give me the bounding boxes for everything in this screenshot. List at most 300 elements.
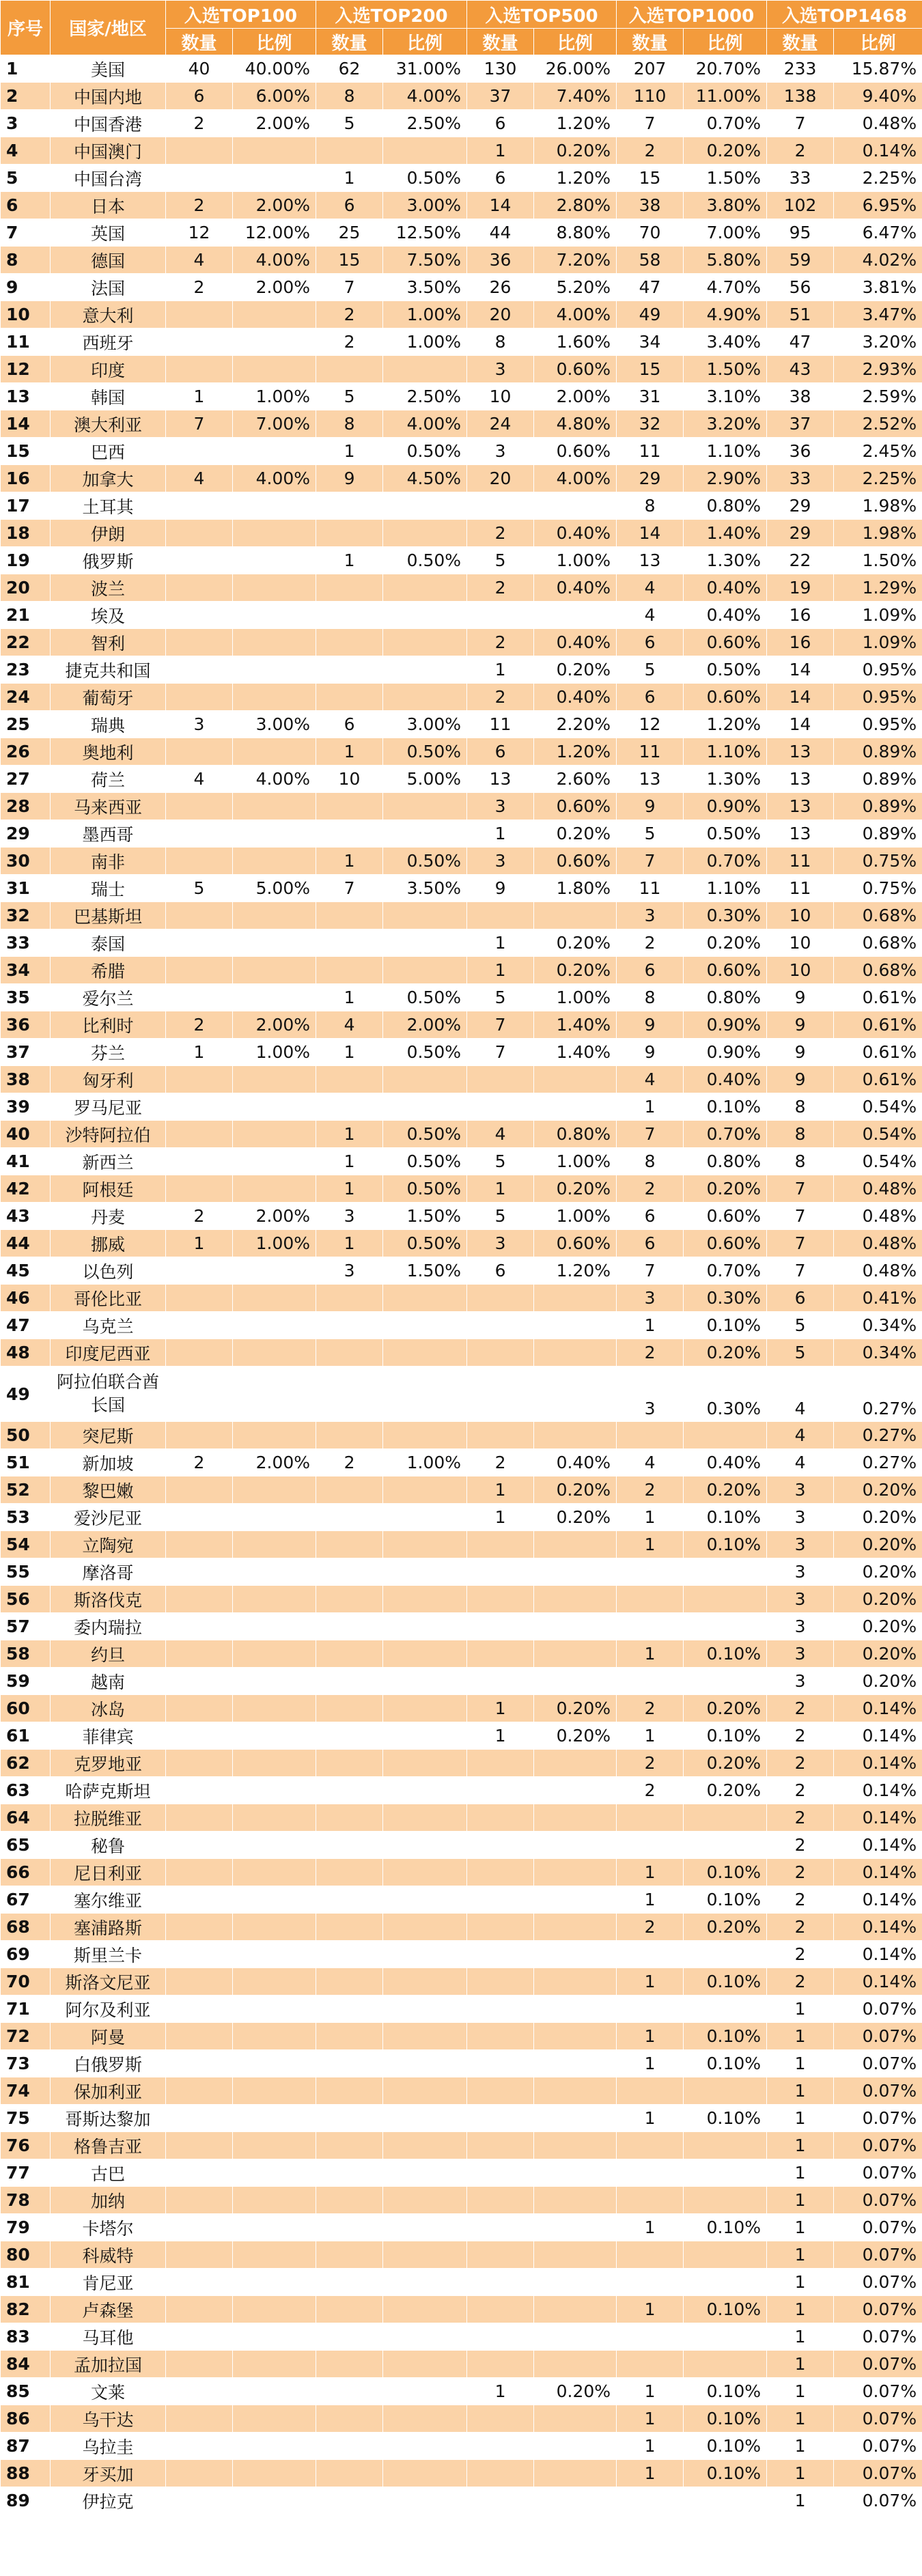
top500-ratio-cell: 0.60% (534, 793, 617, 820)
top1000-count-cell (617, 2132, 684, 2159)
top200-count-cell (316, 629, 383, 656)
country-cell: 尼日利亚 (51, 1859, 166, 1886)
table-row (1, 1804, 922, 1832)
top100-ratio-cell (233, 1859, 316, 1886)
seq-cell: 64 (1, 1804, 51, 1832)
top200-ratio-cell (383, 929, 467, 957)
top500-count-cell (467, 492, 534, 520)
top200-ratio-cell (383, 1422, 467, 1449)
top100-ratio-cell (233, 629, 316, 656)
top200-count-cell (316, 1339, 383, 1367)
top500-count-cell: 36 (467, 247, 534, 274)
top100-count-cell (166, 1722, 233, 1750)
top200-count-cell: 1 (316, 1039, 383, 1066)
seq-cell: 38 (1, 1066, 51, 1093)
top1000-ratio-cell: 3.80% (684, 192, 767, 219)
top100-ratio-cell (233, 2241, 316, 2269)
top500-count-cell: 5 (467, 1203, 534, 1230)
top1000-count-cell: 32 (617, 410, 684, 438)
top200-count-cell: 7 (316, 875, 383, 902)
table-row (1, 1914, 922, 1941)
top200-count-cell (316, 2023, 383, 2050)
top200-count-cell (316, 656, 383, 684)
top1000-ratio-cell (684, 1422, 767, 1449)
header-count: 数量 (467, 29, 534, 55)
country-cell: 科威特 (51, 2241, 166, 2269)
top200-ratio-cell (383, 2378, 467, 2405)
top500-ratio-cell: 4.00% (534, 301, 617, 328)
top1000-count-cell (617, 2159, 684, 2187)
top200-ratio-cell: 12.50% (383, 219, 467, 247)
table-row (1, 1996, 922, 2023)
top500-ratio-cell: 1.00% (534, 984, 617, 1011)
top500-ratio-cell: 1.40% (534, 1011, 617, 1039)
top200-ratio-cell (383, 574, 467, 602)
top1468-ratio-cell: 2.25% (834, 165, 922, 192)
table-row (1, 1722, 922, 1750)
top1000-ratio-cell: 3.20% (684, 410, 767, 438)
table-row (1, 137, 922, 165)
top1468-count-cell: 2 (767, 1832, 834, 1859)
country-cell: 牙买加 (51, 2460, 166, 2487)
seq-cell: 56 (1, 1586, 51, 1613)
table-row (1, 1066, 922, 1093)
table-row (1, 1257, 922, 1285)
seq-cell: 31 (1, 875, 51, 902)
top500-ratio-cell: 2.20% (534, 711, 617, 738)
top1468-count-cell: 9 (767, 1066, 834, 1093)
top500-count-cell (467, 1859, 534, 1886)
top1000-ratio-cell: 0.10% (684, 1722, 767, 1750)
table-row (1, 2159, 922, 2187)
top500-ratio-cell: 0.20% (534, 137, 617, 165)
top100-count-cell (166, 2433, 233, 2460)
top1000-count-cell: 2 (617, 1750, 684, 1777)
country-cell: 墨西哥 (51, 820, 166, 848)
top100-count-cell (166, 1750, 233, 1777)
top200-ratio-cell: 0.50% (383, 1230, 467, 1257)
top1468-ratio-cell: 1.98% (834, 520, 922, 547)
table-row (1, 2460, 922, 2487)
header-count: 数量 (617, 29, 684, 55)
top100-ratio-cell (233, 902, 316, 929)
top200-ratio-cell (383, 1640, 467, 1668)
top100-count-cell (166, 820, 233, 848)
top200-count-cell (316, 2105, 383, 2132)
top1000-ratio-cell: 1.50% (684, 356, 767, 383)
table-row (1, 1859, 922, 1886)
top500-count-cell: 6 (467, 1257, 534, 1285)
table-row (1, 2323, 922, 2351)
top100-count-cell (166, 1476, 233, 1504)
country-cell: 越南 (51, 1668, 166, 1695)
header-top100: 入选TOP100 (166, 1, 316, 29)
top500-count-cell: 3 (467, 438, 534, 465)
top100-count-cell (166, 1941, 233, 1968)
top1000-ratio-cell: 0.90% (684, 1011, 767, 1039)
top500-count-cell (467, 1668, 534, 1695)
top200-ratio-cell (383, 793, 467, 820)
table-row (1, 1449, 922, 1476)
top1468-count-cell: 1 (767, 2378, 834, 2405)
table-row (1, 219, 922, 247)
top500-count-cell: 6 (467, 110, 534, 137)
top200-count-cell: 2 (316, 301, 383, 328)
top200-ratio-cell (383, 1476, 467, 1504)
top100-ratio-cell: 6.00% (233, 83, 316, 110)
country-cell: 马来西亚 (51, 793, 166, 820)
top1000-ratio-cell: 0.20% (684, 1914, 767, 1941)
top1000-count-cell (617, 1668, 684, 1695)
seq-cell: 55 (1, 1558, 51, 1586)
top1000-count-cell: 13 (617, 547, 684, 574)
top200-count-cell (316, 1832, 383, 1859)
table-row (1, 1121, 922, 1148)
seq-cell: 63 (1, 1777, 51, 1804)
top100-count-cell: 12 (166, 219, 233, 247)
top1468-ratio-cell: 2.93% (834, 356, 922, 383)
top500-ratio-cell: 0.60% (534, 848, 617, 875)
top1468-ratio-cell: 0.07% (834, 2351, 922, 2378)
top500-count-cell (467, 1367, 534, 1422)
top100-ratio-cell: 5.00% (233, 875, 316, 902)
seq-cell: 73 (1, 2050, 51, 2077)
top1468-ratio-cell: 0.14% (834, 1914, 922, 1941)
country-cell: 阿拉伯联合酋长国 (51, 1367, 166, 1422)
top100-count-cell (166, 1586, 233, 1613)
top500-ratio-cell (534, 2460, 617, 2487)
top1468-count-cell: 1 (767, 2050, 834, 2077)
country-cell: 卡塔尔 (51, 2214, 166, 2241)
top1000-ratio-cell: 0.10% (684, 2023, 767, 2050)
seq-cell: 16 (1, 465, 51, 492)
top1000-count-cell: 1 (617, 1722, 684, 1750)
top100-ratio-cell (233, 356, 316, 383)
top1468-count-cell: 4 (767, 1449, 834, 1476)
country-cell: 哥伦比亚 (51, 1285, 166, 1312)
top1468-ratio-cell: 0.48% (834, 1175, 922, 1203)
top100-count-cell: 1 (166, 1039, 233, 1066)
top200-ratio-cell (383, 1285, 467, 1312)
top1468-ratio-cell: 2.25% (834, 465, 922, 492)
top1468-count-cell: 38 (767, 383, 834, 410)
top200-count-cell: 7 (316, 274, 383, 301)
header-ratio: 比例 (534, 29, 617, 55)
country-cell: 斯里兰卡 (51, 1941, 166, 1968)
top1468-count-cell: 1 (767, 2077, 834, 2105)
table-row (1, 465, 922, 492)
top1468-ratio-cell: 0.20% (834, 1531, 922, 1558)
top1468-count-cell: 59 (767, 247, 834, 274)
country-cell: 斯洛文尼亚 (51, 1968, 166, 1996)
top500-ratio-cell: 8.80% (534, 219, 617, 247)
top1468-count-cell: 4 (767, 1367, 834, 1422)
top500-ratio-cell (534, 1312, 617, 1339)
seq-cell: 39 (1, 1093, 51, 1121)
seq-cell: 54 (1, 1531, 51, 1558)
top100-count-cell (166, 2023, 233, 2050)
top500-count-cell: 2 (467, 574, 534, 602)
top100-ratio-cell (233, 301, 316, 328)
top500-count-cell: 10 (467, 383, 534, 410)
top200-ratio-cell (383, 2351, 467, 2378)
top100-ratio-cell: 4.00% (233, 247, 316, 274)
top1468-ratio-cell: 0.27% (834, 1367, 922, 1422)
seq-cell: 85 (1, 2378, 51, 2405)
country-cell: 孟加拉国 (51, 2351, 166, 2378)
top500-count-cell: 1 (467, 2378, 534, 2405)
top1000-ratio-cell: 0.10% (684, 1640, 767, 1668)
top500-ratio-cell (534, 902, 617, 929)
top1468-ratio-cell: 0.48% (834, 1203, 922, 1230)
seq-cell: 52 (1, 1476, 51, 1504)
top1000-ratio-cell: 0.10% (684, 2433, 767, 2460)
top1000-ratio-cell (684, 2077, 767, 2105)
top100-count-cell (166, 492, 233, 520)
seq-cell: 46 (1, 1285, 51, 1312)
top500-count-cell (467, 2487, 534, 2515)
top1000-ratio-cell: 0.70% (684, 110, 767, 137)
top200-ratio-cell (383, 1695, 467, 1722)
top100-count-cell (166, 2241, 233, 2269)
top1468-ratio-cell: 0.14% (834, 137, 922, 165)
top1000-count-cell: 3 (617, 902, 684, 929)
table-row (1, 2433, 922, 2460)
top200-ratio-cell (383, 2433, 467, 2460)
country-cell: 伊朗 (51, 520, 166, 547)
top1000-count-cell (617, 2187, 684, 2214)
top1468-count-cell: 138 (767, 83, 834, 110)
top1468-ratio-cell: 2.59% (834, 383, 922, 410)
top200-count-cell (316, 1531, 383, 1558)
top1468-ratio-cell: 0.89% (834, 738, 922, 766)
header-ratio: 比例 (233, 29, 316, 55)
country-cell: 葡萄牙 (51, 684, 166, 711)
top100-ratio-cell (233, 328, 316, 356)
top100-ratio-cell (233, 2050, 316, 2077)
top200-count-cell: 8 (316, 410, 383, 438)
top100-ratio-cell (233, 1148, 316, 1175)
top1468-count-cell: 3 (767, 1476, 834, 1504)
table-row (1, 2187, 922, 2214)
top500-count-cell: 1 (467, 820, 534, 848)
top100-ratio-cell (233, 684, 316, 711)
country-cell: 荷兰 (51, 766, 166, 793)
top1468-ratio-cell: 0.14% (834, 1859, 922, 1886)
top200-count-cell (316, 1695, 383, 1722)
table-row (1, 1777, 922, 1804)
top200-ratio-cell (383, 602, 467, 629)
top500-ratio-cell (534, 2132, 617, 2159)
top200-ratio-cell (383, 2159, 467, 2187)
top500-ratio-cell (534, 2487, 617, 2515)
top1000-ratio-cell: 0.10% (684, 2460, 767, 2487)
top1000-ratio-cell: 0.10% (684, 1312, 767, 1339)
top200-ratio-cell (383, 1777, 467, 1804)
table-row (1, 547, 922, 574)
top100-count-cell: 5 (166, 875, 233, 902)
top1000-ratio-cell: 1.30% (684, 766, 767, 793)
country-cell: 印度 (51, 356, 166, 383)
top500-count-cell: 1 (467, 1695, 534, 1722)
top500-count-cell (467, 1750, 534, 1777)
top500-count-cell: 2 (467, 629, 534, 656)
top1468-ratio-cell: 15.87% (834, 55, 922, 83)
seq-cell: 88 (1, 2460, 51, 2487)
top200-ratio-cell (383, 1968, 467, 1996)
top1000-count-cell: 58 (617, 247, 684, 274)
top1000-ratio-cell (684, 2487, 767, 2515)
top1000-ratio-cell: 11.00% (684, 83, 767, 110)
top1000-count-cell: 2 (617, 1695, 684, 1722)
top100-ratio-cell (233, 2378, 316, 2405)
top200-count-cell (316, 574, 383, 602)
top1468-ratio-cell: 0.20% (834, 1640, 922, 1668)
country-cell: 泰国 (51, 929, 166, 957)
top500-count-cell (467, 1968, 534, 1996)
top500-ratio-cell: 1.00% (534, 1148, 617, 1175)
top100-count-cell (166, 1257, 233, 1285)
top500-count-cell: 5 (467, 984, 534, 1011)
table-row (1, 165, 922, 192)
table-row (1, 520, 922, 547)
top1468-count-cell: 1 (767, 2296, 834, 2323)
top200-ratio-cell: 0.50% (383, 738, 467, 766)
top100-count-cell (166, 1093, 233, 1121)
top200-ratio-cell (383, 1531, 467, 1558)
top1468-count-cell: 2 (767, 1695, 834, 1722)
top100-ratio-cell (233, 738, 316, 766)
country-cell: 丹麦 (51, 1203, 166, 1230)
seq-cell: 67 (1, 1886, 51, 1914)
top1468-count-cell: 3 (767, 1558, 834, 1586)
top1000-ratio-cell: 0.10% (684, 2378, 767, 2405)
seq-cell: 8 (1, 247, 51, 274)
top1468-count-cell: 9 (767, 984, 834, 1011)
top200-count-cell: 6 (316, 711, 383, 738)
seq-cell: 42 (1, 1175, 51, 1203)
top1468-ratio-cell: 0.75% (834, 848, 922, 875)
top500-count-cell (467, 1558, 534, 1586)
top1468-ratio-cell: 0.20% (834, 1476, 922, 1504)
top200-ratio-cell: 1.00% (383, 328, 467, 356)
top100-ratio-cell: 2.00% (233, 1011, 316, 1039)
top1468-ratio-cell: 0.07% (834, 2214, 922, 2241)
top1468-ratio-cell: 0.07% (834, 2323, 922, 2351)
top100-ratio-cell (233, 1968, 316, 1996)
seq-cell: 60 (1, 1695, 51, 1722)
top1468-ratio-cell: 0.54% (834, 1121, 922, 1148)
top1468-count-cell: 11 (767, 848, 834, 875)
top100-count-cell (166, 2187, 233, 2214)
top1000-count-cell: 1 (617, 1859, 684, 1886)
top200-ratio-cell (383, 1339, 467, 1367)
top500-ratio-cell (534, 602, 617, 629)
top1468-ratio-cell: 0.54% (834, 1148, 922, 1175)
top200-ratio-cell (383, 1066, 467, 1093)
seq-cell: 40 (1, 1121, 51, 1148)
top1468-ratio-cell: 0.61% (834, 1066, 922, 1093)
top1000-ratio-cell: 0.10% (684, 2214, 767, 2241)
top100-ratio-cell (233, 1339, 316, 1367)
top1000-ratio-cell (684, 2269, 767, 2296)
top1000-ratio-cell: 1.40% (684, 520, 767, 547)
top1468-count-cell: 7 (767, 110, 834, 137)
top500-ratio-cell: 0.60% (534, 356, 617, 383)
top200-ratio-cell (383, 1668, 467, 1695)
table-row (1, 1148, 922, 1175)
top500-ratio-cell (534, 2323, 617, 2351)
country-cell: 罗马尼亚 (51, 1093, 166, 1121)
top100-ratio-cell: 1.00% (233, 1230, 316, 1257)
table-row (1, 1285, 922, 1312)
top100-count-cell: 2 (166, 110, 233, 137)
top100-count-cell (166, 602, 233, 629)
top200-count-cell (316, 2159, 383, 2187)
top500-ratio-cell: 1.20% (534, 110, 617, 137)
top200-ratio-cell (383, 1750, 467, 1777)
top200-count-cell (316, 2132, 383, 2159)
top200-ratio-cell: 0.50% (383, 984, 467, 1011)
top1000-count-cell: 1 (617, 2296, 684, 2323)
header-ratio: 比例 (383, 29, 467, 55)
top1000-ratio-cell: 3.40% (684, 328, 767, 356)
country-cell: 西班牙 (51, 328, 166, 356)
top1000-count-cell: 1 (617, 2405, 684, 2433)
top100-ratio-cell: 2.00% (233, 1203, 316, 1230)
top100-ratio-cell: 2.00% (233, 274, 316, 301)
top500-ratio-cell: 1.40% (534, 1039, 617, 1066)
top100-count-cell (166, 328, 233, 356)
top500-count-cell (467, 1093, 534, 1121)
top100-ratio-cell (233, 1175, 316, 1203)
table-row (1, 738, 922, 766)
table-row (1, 1422, 922, 1449)
top200-ratio-cell (383, 2405, 467, 2433)
top500-ratio-cell: 0.40% (534, 1449, 617, 1476)
seq-cell: 75 (1, 2105, 51, 2132)
top500-ratio-cell (534, 1339, 617, 1367)
top1000-count-cell: 1 (617, 1504, 684, 1531)
top200-count-cell (316, 2296, 383, 2323)
table-row (1, 848, 922, 875)
top500-count-cell: 2 (467, 684, 534, 711)
country-cell: 瑞典 (51, 711, 166, 738)
top100-ratio-cell (233, 1422, 316, 1449)
top200-count-cell (316, 2050, 383, 2077)
top1000-ratio-cell: 0.40% (684, 574, 767, 602)
top1468-count-cell: 2 (767, 1722, 834, 1750)
top1000-ratio-cell (684, 2159, 767, 2187)
top100-ratio-cell (233, 165, 316, 192)
top1468-ratio-cell: 0.07% (834, 2487, 922, 2515)
top1468-count-cell: 1 (767, 2132, 834, 2159)
top1000-ratio-cell: 0.10% (684, 1531, 767, 1558)
top100-count-cell (166, 929, 233, 957)
top1468-ratio-cell: 3.20% (834, 328, 922, 356)
top1000-count-cell: 34 (617, 328, 684, 356)
top500-count-cell: 1 (467, 656, 534, 684)
top500-count-cell (467, 602, 534, 629)
country-cell: 白俄罗斯 (51, 2050, 166, 2077)
top1000-count-cell: 2 (617, 137, 684, 165)
top1468-ratio-cell: 0.07% (834, 2132, 922, 2159)
top1468-ratio-cell: 0.14% (834, 1695, 922, 1722)
top200-count-cell (316, 2241, 383, 2269)
top500-count-cell: 26 (467, 274, 534, 301)
top200-count-cell (316, 1613, 383, 1640)
seq-cell: 23 (1, 656, 51, 684)
